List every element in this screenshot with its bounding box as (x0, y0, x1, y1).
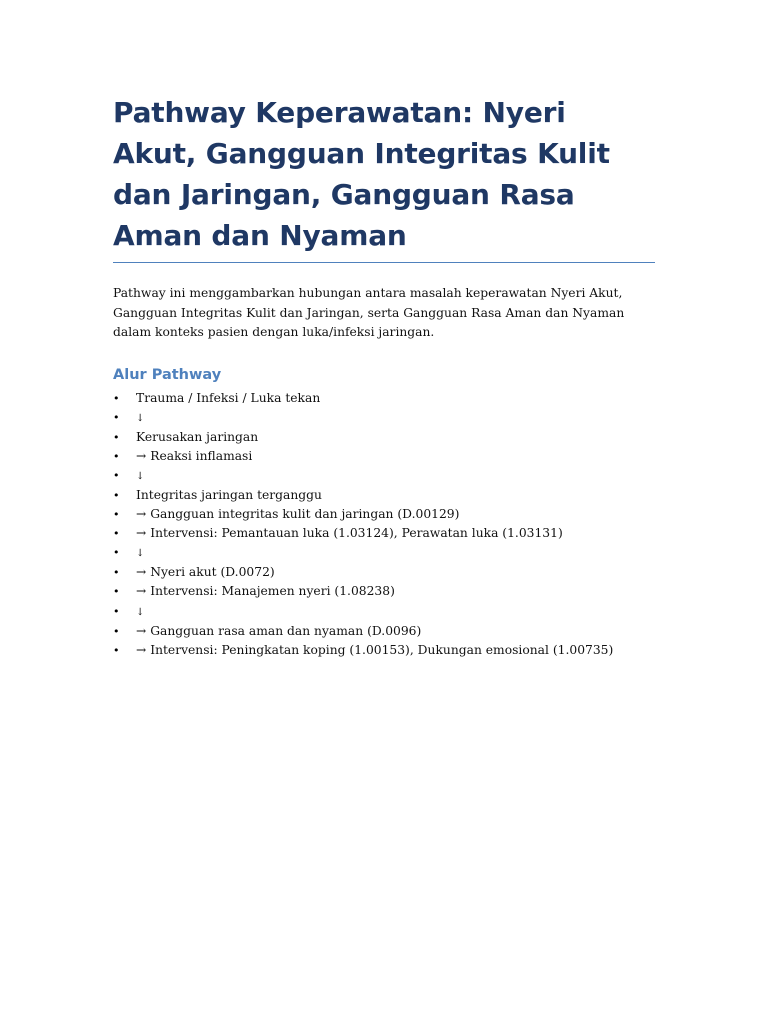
bullet-icon: • (113, 527, 120, 541)
list-item (113, 641, 655, 660)
bullet-icon: • (113, 391, 120, 405)
list-item-text: → Gangguan rasa aman dan nyaman (D.0096) (136, 623, 422, 638)
list-item-text: → Intervensi: Manajemen nyeri (1.08238) (136, 584, 395, 599)
list-item-text: → Nyeri akut (D.0072) (136, 565, 275, 580)
bullet-icon: • (113, 546, 120, 560)
list-item (113, 408, 655, 428)
list-item-text: → Intervensi: Peningkatan koping (1.00153), Dukungan emosional (1.00735) (136, 642, 614, 657)
document-title: Pathway Keperawatan: Nyeri Akut, Gangguan Integritas Kulit dan Jaringan, Gangguan Rasa Aman dan Nyaman (113, 96, 610, 252)
list-item (113, 466, 655, 486)
section-heading-alur-pathway: Alur Pathway (113, 366, 222, 383)
list-item-text: → Intervensi: Pemantauan luka (1.03124), Perawatan luka (1.03131) (136, 526, 563, 541)
bullet-icon: • (113, 624, 120, 638)
document-page (113, 92, 655, 660)
arrow-down-icon: ↓ (136, 548, 145, 560)
list-item (113, 428, 655, 447)
list-item (113, 602, 655, 622)
list-item (113, 505, 655, 524)
intro-paragraph: Pathway ini menggambarkan hubungan antara masalah keperawatan Nyeri Akut, Gangguan Integritas Kulit dan Jaringan, serta Gangguan Rasa Aman dan Nyaman dalam konteks pasien dengan luka/infeksi jaringan. (113, 286, 625, 339)
pathway-list (113, 389, 655, 660)
list-item-text: → Reaksi inflamasi (136, 448, 253, 463)
bullet-icon: • (113, 604, 120, 618)
arrow-down-icon: ↓ (136, 470, 145, 482)
list-item (113, 563, 655, 582)
list-item-text: Integritas jaringan terganggu (136, 487, 322, 502)
bullet-icon: • (113, 468, 120, 482)
list-item (113, 543, 655, 563)
bullet-icon: • (113, 643, 120, 657)
list-item (113, 582, 655, 601)
title-divider (113, 262, 655, 263)
bullet-icon: • (113, 410, 120, 424)
bullet-icon: • (113, 585, 120, 599)
bullet-icon: • (113, 488, 120, 502)
bullet-icon: • (113, 449, 120, 463)
arrow-down-icon: ↓ (136, 606, 145, 618)
bullet-icon: • (113, 566, 120, 580)
list-item-text: Kerusakan jaringan (136, 429, 259, 444)
list-item (113, 524, 655, 543)
bullet-icon: • (113, 508, 120, 522)
list-item-text: Trauma / Infeksi / Luka tekan (136, 390, 321, 405)
arrow-down-icon: ↓ (136, 412, 145, 424)
list-item (113, 486, 655, 505)
list-item (113, 389, 655, 408)
list-item (113, 447, 655, 466)
bullet-icon: • (113, 430, 120, 444)
list-item-text: → Gangguan integritas kulit dan jaringan (D.00129) (136, 507, 460, 522)
list-item (113, 622, 655, 641)
